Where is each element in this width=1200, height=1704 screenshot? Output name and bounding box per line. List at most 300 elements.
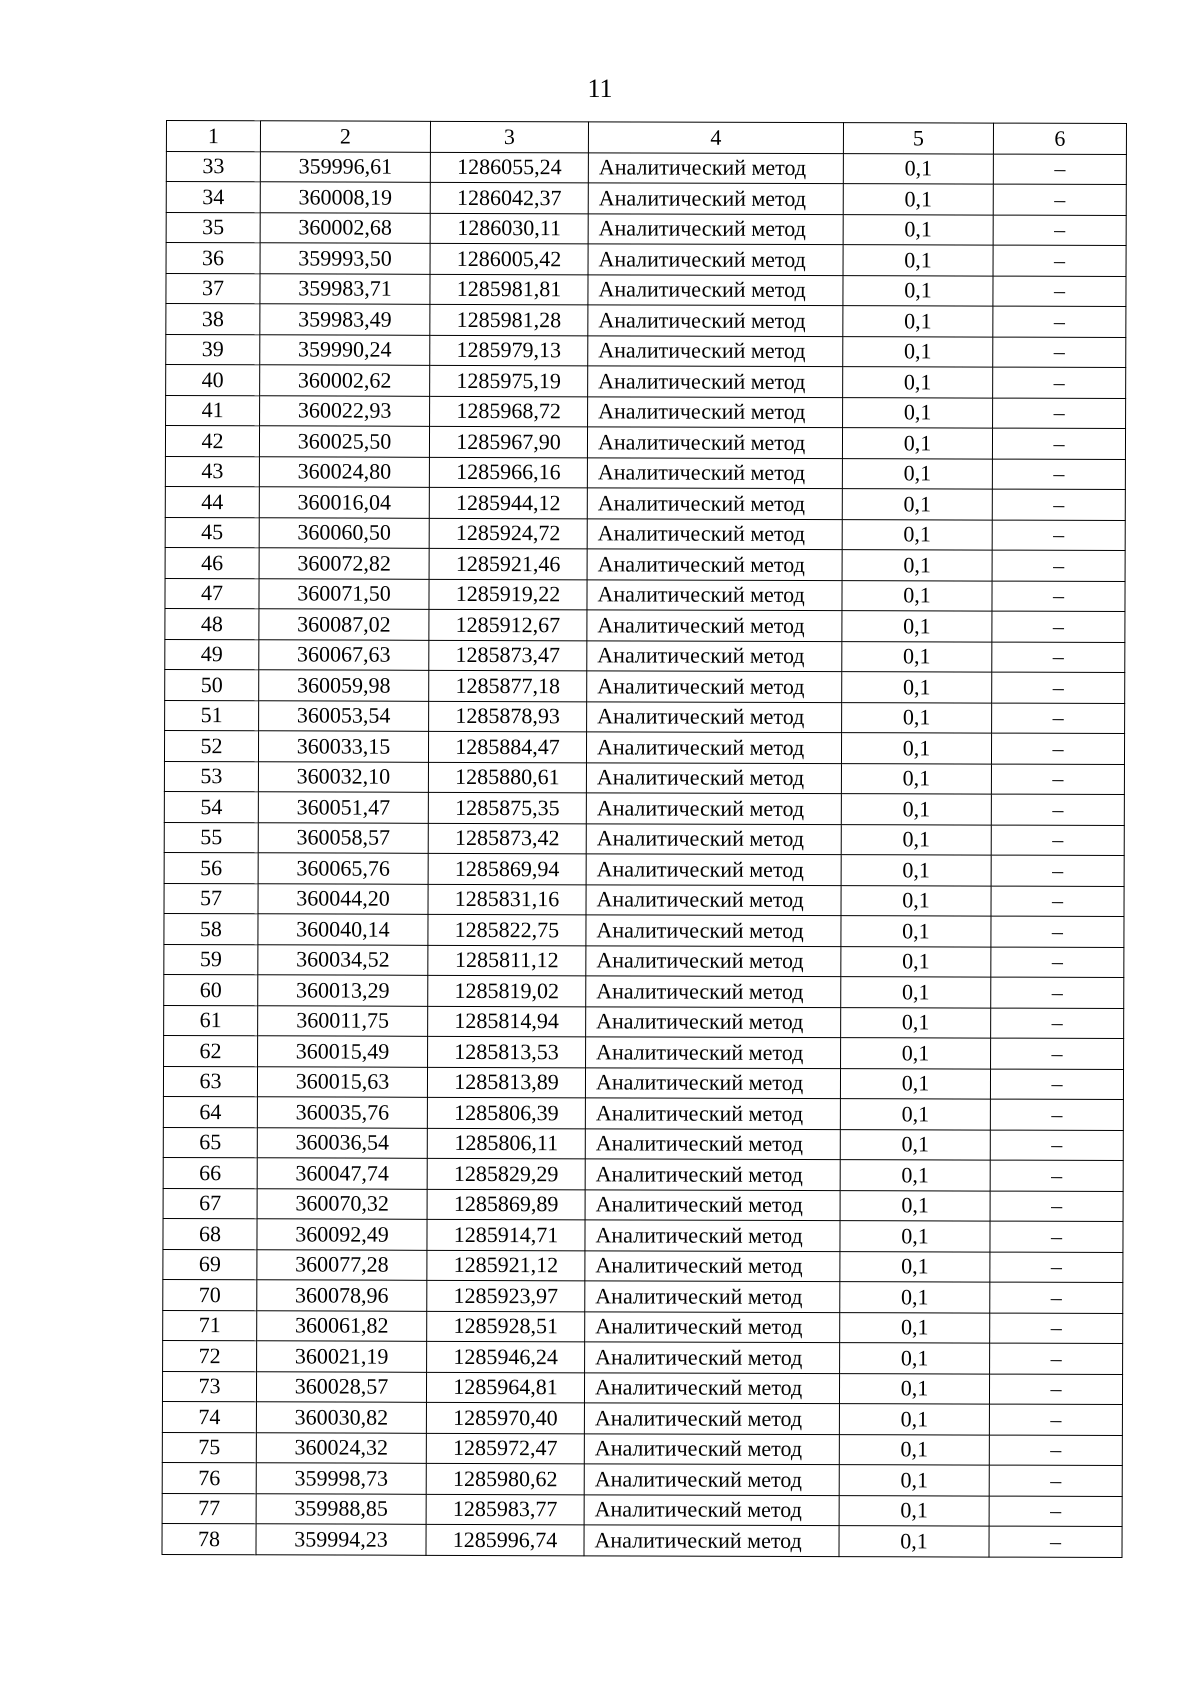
accuracy-cell: 0,1 [841, 977, 991, 1008]
point-number-cell: 45 [165, 517, 259, 548]
point-number-cell: 62 [164, 1035, 258, 1066]
method-cell: Аналитический метод [587, 488, 842, 519]
method-cell: Аналитический метод [585, 1189, 840, 1220]
table-row [166, 334, 1126, 368]
coordinate-y-cell: 1285975,19 [430, 365, 588, 396]
coordinate-x-cell: 360015,63 [257, 1066, 427, 1097]
note-cell: – [989, 1465, 1122, 1496]
accuracy-cell: 0,1 [840, 1099, 990, 1130]
point-number-cell: 72 [163, 1340, 257, 1371]
note-cell: – [990, 1191, 1123, 1222]
method-cell: Аналитический метод [586, 762, 841, 793]
coordinate-x-cell: 360078,96 [257, 1280, 427, 1311]
method-cell: Аналитический метод [586, 854, 841, 885]
accuracy-cell: 0,1 [842, 519, 992, 550]
table-row [164, 974, 1124, 1008]
method-cell: Аналитический метод [587, 427, 842, 458]
method-cell: Аналитический метод [586, 823, 841, 854]
point-number-cell: 37 [166, 273, 260, 304]
note-cell: – [990, 1099, 1123, 1130]
note-cell: – [991, 1008, 1124, 1039]
method-cell: Аналитический метод [585, 1250, 840, 1281]
note-cell: – [991, 947, 1124, 978]
note-cell: – [992, 459, 1125, 490]
coordinate-y-cell: 1285996,74 [426, 1524, 584, 1555]
point-number-cell: 53 [164, 761, 258, 792]
accuracy-cell: 0,1 [843, 153, 993, 184]
coordinate-y-cell: 1285983,77 [426, 1494, 584, 1525]
method-cell: Аналитический метод [584, 1494, 839, 1525]
table-row [165, 547, 1125, 581]
coordinate-x-cell: 360016,04 [259, 487, 429, 518]
table-row [165, 517, 1125, 551]
coordinate-y-cell: 1285979,13 [430, 335, 588, 366]
point-number-cell: 75 [162, 1432, 256, 1463]
note-cell: – [993, 215, 1126, 246]
accuracy-cell: 0,1 [840, 1068, 990, 1099]
method-cell: Аналитический метод [588, 305, 843, 336]
note-cell: – [990, 1252, 1123, 1283]
note-cell: – [992, 611, 1125, 642]
note-cell: – [990, 1221, 1123, 1252]
accuracy-cell: 0,1 [842, 458, 992, 489]
table-row [163, 1127, 1123, 1161]
point-number-cell: 40 [166, 365, 260, 396]
coordinate-y-cell: 1286055,24 [430, 152, 588, 183]
table-row [164, 761, 1124, 795]
point-number-cell: 61 [164, 1005, 258, 1036]
method-cell: Аналитический метод [588, 152, 843, 183]
coordinate-y-cell: 1285981,28 [430, 304, 588, 335]
method-cell: Аналитический метод [584, 1464, 839, 1495]
note-cell: – [991, 886, 1124, 917]
method-cell: Аналитический метод [587, 549, 842, 580]
point-number-cell: 78 [162, 1523, 256, 1554]
method-cell: Аналитический метод [585, 1067, 840, 1098]
point-number-cell: 49 [165, 639, 259, 670]
note-cell: – [992, 428, 1125, 459]
table-row [164, 1035, 1124, 1069]
table-row [166, 151, 1126, 185]
coordinate-y-cell: 1286005,42 [430, 243, 588, 274]
coordinate-x-cell: 360047,74 [257, 1158, 427, 1189]
note-cell: – [991, 855, 1124, 886]
table-row [162, 1462, 1122, 1496]
coordinate-x-cell: 360035,76 [257, 1097, 427, 1128]
note-cell: – [991, 825, 1124, 856]
table-row [165, 486, 1125, 520]
accuracy-cell: 0,1 [843, 306, 993, 337]
table-row [164, 944, 1124, 978]
accuracy-cell: 0,1 [840, 1190, 990, 1221]
method-cell: Аналитический метод [586, 884, 841, 915]
point-number-cell: 76 [162, 1462, 256, 1493]
column-header-6: 6 [993, 123, 1126, 154]
column-header-5: 5 [843, 123, 993, 154]
method-cell: Аналитический метод [585, 1220, 840, 1251]
point-number-cell: 54 [164, 791, 258, 822]
column-header-1: 1 [166, 121, 260, 152]
table-row [163, 1157, 1123, 1191]
note-cell: – [989, 1526, 1122, 1557]
accuracy-cell: 0,1 [843, 336, 993, 367]
method-cell: Аналитический метод [584, 1433, 839, 1464]
table-row [166, 243, 1126, 277]
note-cell: – [991, 733, 1124, 764]
note-cell: – [993, 337, 1126, 368]
note-cell: – [993, 367, 1126, 398]
point-number-cell: 55 [164, 822, 258, 853]
coordinate-x-cell: 360059,98 [259, 670, 429, 701]
note-cell: – [991, 977, 1124, 1008]
accuracy-cell: 0,1 [839, 1526, 989, 1557]
table-row [164, 730, 1124, 764]
note-cell: – [992, 520, 1125, 551]
coordinate-y-cell: 1285921,12 [427, 1250, 585, 1281]
coordinate-x-cell: 359988,85 [256, 1493, 426, 1524]
method-cell: Аналитический метод [586, 793, 841, 824]
note-cell: – [993, 245, 1126, 276]
point-number-cell: 71 [163, 1310, 257, 1341]
coordinate-x-cell: 360002,62 [260, 365, 430, 396]
table-row [164, 822, 1124, 856]
coordinate-y-cell: 1285877,18 [429, 670, 587, 701]
coordinate-y-cell: 1285914,71 [427, 1219, 585, 1250]
coordinate-y-cell: 1285921,46 [429, 548, 587, 579]
point-number-cell: 77 [162, 1493, 256, 1524]
table-row [165, 669, 1125, 703]
coordinate-x-cell: 360070,32 [257, 1188, 427, 1219]
note-cell: – [990, 1313, 1123, 1344]
point-number-cell: 58 [164, 913, 258, 944]
accuracy-cell: 0,1 [842, 641, 992, 672]
table-row [162, 1371, 1122, 1405]
method-cell: Аналитический метод [584, 1525, 839, 1556]
accuracy-cell: 0,1 [840, 1129, 990, 1160]
table-row [164, 791, 1124, 825]
coordinate-y-cell: 1285811,12 [428, 945, 586, 976]
coordinate-x-cell: 360024,80 [259, 456, 429, 487]
coordinate-x-cell: 360015,49 [258, 1036, 428, 1067]
note-cell: – [990, 1130, 1123, 1161]
accuracy-cell: 0,1 [840, 1282, 990, 1313]
accuracy-cell: 0,1 [842, 672, 992, 703]
note-cell: – [990, 1343, 1123, 1374]
note-cell: – [992, 550, 1125, 581]
method-cell: Аналитический метод [584, 1372, 839, 1403]
table-row [162, 1523, 1122, 1557]
table-row [162, 1493, 1122, 1527]
coordinate-y-cell: 1285819,02 [428, 975, 586, 1006]
point-number-cell: 39 [166, 334, 260, 365]
table-header [166, 121, 1126, 155]
table-row [163, 1249, 1123, 1283]
table-row [164, 852, 1124, 886]
point-number-cell: 70 [163, 1279, 257, 1310]
accuracy-cell: 0,1 [841, 1038, 991, 1069]
coordinate-x-cell: 360065,76 [258, 853, 428, 884]
method-cell: Аналитический метод [584, 1403, 839, 1434]
note-cell: – [992, 672, 1125, 703]
point-number-cell: 47 [165, 578, 259, 609]
point-number-cell: 44 [165, 486, 259, 517]
coordinate-y-cell: 1285806,39 [427, 1097, 585, 1128]
coordinate-x-cell: 360036,54 [257, 1127, 427, 1158]
note-cell: – [993, 184, 1126, 215]
coordinate-y-cell: 1285964,81 [426, 1372, 584, 1403]
coordinates-table [161, 120, 1127, 1558]
coordinate-y-cell: 1285980,62 [426, 1463, 584, 1494]
method-cell: Аналитический метод [588, 244, 843, 275]
coordinate-x-cell: 360087,02 [259, 609, 429, 640]
table-row [166, 273, 1126, 307]
accuracy-cell: 0,1 [841, 763, 991, 794]
table-row [163, 1188, 1123, 1222]
note-cell: – [989, 1404, 1122, 1435]
point-number-cell: 67 [163, 1188, 257, 1219]
coordinate-y-cell: 1285813,53 [428, 1036, 586, 1067]
point-number-cell: 46 [165, 547, 259, 578]
note-cell: – [993, 306, 1126, 337]
method-cell: Аналитический метод [586, 915, 841, 946]
coordinate-y-cell: 1285869,89 [427, 1189, 585, 1220]
coordinate-x-cell: 360011,75 [258, 1005, 428, 1036]
coordinate-y-cell: 1286042,37 [430, 182, 588, 213]
point-number-cell: 48 [165, 608, 259, 639]
coordinate-x-cell: 359998,73 [256, 1463, 426, 1494]
table-body [162, 151, 1126, 1557]
coordinate-x-cell: 360032,10 [258, 761, 428, 792]
column-header-3: 3 [430, 121, 588, 152]
method-cell: Аналитический метод [586, 1037, 841, 1068]
accuracy-cell: 0,1 [840, 1251, 990, 1282]
accuracy-cell: 0,1 [842, 611, 992, 642]
method-cell: Аналитический метод [588, 183, 843, 214]
coordinate-y-cell: 1285880,61 [428, 762, 586, 793]
coordinate-y-cell: 1285972,47 [426, 1433, 584, 1464]
column-header-4: 4 [588, 122, 843, 153]
accuracy-cell: 0,1 [839, 1495, 989, 1526]
coordinate-y-cell: 1285822,75 [428, 914, 586, 945]
coordinate-x-cell: 360061,82 [257, 1310, 427, 1341]
table-row [163, 1066, 1123, 1100]
table-row [162, 1432, 1122, 1466]
note-cell: – [990, 1160, 1123, 1191]
accuracy-cell: 0,1 [841, 733, 991, 764]
method-cell: Аналитический метод [587, 610, 842, 641]
coordinate-y-cell: 1285970,40 [426, 1402, 584, 1433]
point-number-cell: 66 [163, 1157, 257, 1188]
note-cell: – [990, 1282, 1123, 1313]
method-cell: Аналитический метод [586, 945, 841, 976]
coordinate-x-cell: 360077,28 [257, 1249, 427, 1280]
method-cell: Аналитический метод [587, 701, 842, 732]
coordinate-y-cell: 1285878,93 [429, 701, 587, 732]
point-number-cell: 52 [164, 730, 258, 761]
note-cell: – [991, 764, 1124, 795]
coordinate-y-cell: 1285966,16 [429, 457, 587, 488]
method-cell: Аналитический метод [585, 1159, 840, 1190]
table-row [166, 304, 1126, 338]
note-cell: – [991, 1038, 1124, 1069]
table-row [165, 639, 1125, 673]
method-cell: Аналитический метод [587, 579, 842, 610]
accuracy-cell: 0,1 [843, 245, 993, 276]
point-number-cell: 51 [165, 700, 259, 731]
point-number-cell: 74 [162, 1401, 256, 1432]
coordinate-x-cell: 359983,71 [260, 273, 430, 304]
coordinate-x-cell: 360008,19 [260, 182, 430, 213]
note-cell: – [993, 276, 1126, 307]
method-cell: Аналитический метод [586, 976, 841, 1007]
point-number-cell: 69 [163, 1249, 257, 1280]
coordinate-x-cell: 360060,50 [259, 517, 429, 548]
point-number-cell: 63 [163, 1066, 257, 1097]
coordinate-y-cell: 1285946,24 [427, 1341, 585, 1372]
point-number-cell: 35 [166, 212, 260, 243]
coordinate-y-cell: 1286030,11 [430, 213, 588, 244]
accuracy-cell: 0,1 [843, 184, 993, 215]
table-row [166, 182, 1126, 216]
coordinate-x-cell: 359994,23 [256, 1524, 426, 1555]
method-cell: Аналитический метод [585, 1311, 840, 1342]
coordinate-x-cell: 360051,47 [258, 792, 428, 823]
method-cell: Аналитический метод [586, 1006, 841, 1037]
point-number-cell: 50 [165, 669, 259, 700]
coordinate-y-cell: 1285873,42 [428, 823, 586, 854]
accuracy-cell: 0,1 [839, 1404, 989, 1435]
table-row [165, 608, 1125, 642]
accuracy-cell: 0,1 [840, 1343, 990, 1374]
coordinate-x-cell: 360002,68 [260, 212, 430, 243]
accuracy-cell: 0,1 [842, 550, 992, 581]
coordinate-y-cell: 1285981,81 [430, 274, 588, 305]
coordinate-x-cell: 360067,63 [259, 639, 429, 670]
coordinate-y-cell: 1285919,22 [429, 579, 587, 610]
accuracy-cell: 0,1 [841, 1007, 991, 1038]
accuracy-cell: 0,1 [839, 1465, 989, 1496]
table-row [163, 1340, 1123, 1374]
table-row [166, 395, 1126, 429]
coordinate-y-cell: 1285873,47 [429, 640, 587, 671]
method-cell: Аналитический метод [585, 1098, 840, 1129]
method-cell: Аналитический метод [588, 366, 843, 397]
point-number-cell: 56 [164, 852, 258, 883]
coordinate-x-cell: 359990,24 [260, 334, 430, 365]
coordinate-y-cell: 1285869,94 [428, 853, 586, 884]
coordinate-y-cell: 1285831,16 [428, 884, 586, 915]
table-row [165, 426, 1125, 460]
accuracy-cell: 0,1 [841, 855, 991, 886]
table-row [165, 456, 1125, 490]
coordinate-x-cell: 359983,49 [260, 304, 430, 335]
method-cell: Аналитический метод [588, 213, 843, 244]
accuracy-cell: 0,1 [843, 397, 993, 428]
note-cell: – [992, 642, 1125, 673]
coordinate-x-cell: 360092,49 [257, 1219, 427, 1250]
coordinate-x-cell: 360034,52 [258, 944, 428, 975]
method-cell: Аналитический метод [587, 640, 842, 671]
header-row [166, 121, 1126, 155]
table-row [163, 1096, 1123, 1130]
coordinate-x-cell: 359996,61 [260, 151, 430, 182]
table-row [164, 1005, 1124, 1039]
point-number-cell: 65 [163, 1127, 257, 1158]
method-cell: Аналитический метод [585, 1342, 840, 1373]
point-number-cell: 68 [163, 1218, 257, 1249]
coordinate-x-cell: 360053,54 [259, 700, 429, 731]
note-cell: – [991, 916, 1124, 947]
point-number-cell: 41 [166, 395, 260, 426]
accuracy-cell: 0,1 [843, 275, 993, 306]
point-number-cell: 73 [162, 1371, 256, 1402]
accuracy-cell: 0,1 [841, 916, 991, 947]
note-cell: – [993, 398, 1126, 429]
table-row [165, 700, 1125, 734]
coordinate-y-cell: 1285967,90 [429, 426, 587, 457]
accuracy-cell: 0,1 [840, 1221, 990, 1252]
coordinate-x-cell: 360021,19 [257, 1341, 427, 1372]
coordinate-x-cell: 359993,50 [260, 243, 430, 274]
table-row [162, 1401, 1122, 1435]
coordinate-x-cell: 360071,50 [259, 578, 429, 609]
coordinate-y-cell: 1285875,35 [428, 792, 586, 823]
point-number-cell: 57 [164, 883, 258, 914]
accuracy-cell: 0,1 [840, 1312, 990, 1343]
note-cell: – [990, 1069, 1123, 1100]
method-cell: Аналитический метод [585, 1281, 840, 1312]
note-cell: – [992, 489, 1125, 520]
note-cell: – [993, 154, 1126, 185]
note-cell: – [991, 794, 1124, 825]
accuracy-cell: 0,1 [841, 824, 991, 855]
coordinate-y-cell: 1285829,29 [427, 1158, 585, 1189]
table-row [163, 1218, 1123, 1252]
coordinate-x-cell: 360025,50 [259, 426, 429, 457]
method-cell: Аналитический метод [588, 396, 843, 427]
coordinate-x-cell: 360058,57 [258, 822, 428, 853]
method-cell: Аналитический метод [587, 671, 842, 702]
coordinate-y-cell: 1285928,51 [427, 1311, 585, 1342]
method-cell: Аналитический метод [586, 732, 841, 763]
point-number-cell: 33 [166, 151, 260, 182]
page-number: 11 [587, 74, 613, 103]
point-number-cell: 59 [164, 944, 258, 975]
note-cell: – [992, 581, 1125, 612]
coordinate-y-cell: 1285814,94 [428, 1006, 586, 1037]
method-cell: Аналитический метод [587, 518, 842, 549]
coordinate-x-cell: 360044,20 [258, 883, 428, 914]
coordinate-x-cell: 360024,32 [256, 1432, 426, 1463]
accuracy-cell: 0,1 [843, 367, 993, 398]
accuracy-cell: 0,1 [841, 794, 991, 825]
note-cell: – [992, 703, 1125, 734]
coordinate-x-cell: 360033,15 [258, 731, 428, 762]
coordinate-x-cell: 360013,29 [258, 975, 428, 1006]
table-row [163, 1279, 1123, 1313]
point-number-cell: 38 [166, 304, 260, 335]
accuracy-cell: 0,1 [842, 428, 992, 459]
table-row [166, 365, 1126, 399]
coordinate-y-cell: 1285806,11 [427, 1128, 585, 1159]
point-number-cell: 36 [166, 243, 260, 274]
table-row [164, 883, 1124, 917]
coordinate-x-cell: 360022,93 [260, 395, 430, 426]
accuracy-cell: 0,1 [842, 489, 992, 520]
coordinate-y-cell: 1285923,97 [427, 1280, 585, 1311]
note-cell: – [989, 1374, 1122, 1405]
method-cell: Аналитический метод [587, 457, 842, 488]
